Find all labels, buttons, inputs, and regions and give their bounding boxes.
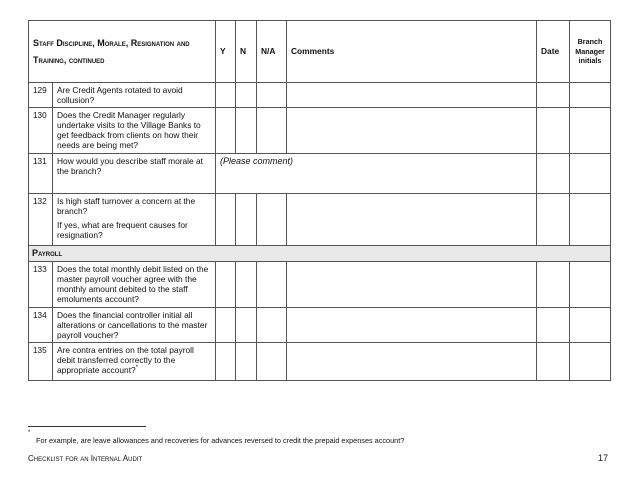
na-cell[interactable] — [257, 83, 287, 108]
no-cell[interactable] — [236, 108, 257, 154]
question-text — [53, 343, 216, 381]
no-cell[interactable] — [236, 83, 257, 108]
question-number: 131 — [29, 154, 53, 194]
initials-cell[interactable] — [570, 261, 611, 307]
table-row — [29, 154, 611, 194]
date-cell[interactable] — [537, 154, 570, 194]
date-cell[interactable] — [537, 343, 570, 381]
payroll-section-heading: Payroll — [29, 246, 611, 262]
initials-cell[interactable] — [570, 154, 611, 194]
table-header-row — [29, 21, 611, 83]
comments-cell[interactable] — [287, 194, 537, 246]
question-text: Does the financial controller initial all alterations or cancellations to the master payroll voucher? — [53, 307, 216, 342]
footnote-reference: * — [135, 365, 139, 372]
question-number: 133 — [29, 261, 53, 307]
question-text: How would you describe staff morale at the branch? — [53, 154, 216, 194]
initials-column-header: Branch Manager initials — [570, 21, 611, 83]
date-cell[interactable] — [537, 261, 570, 307]
initials-cell[interactable] — [570, 194, 611, 246]
question-text: Does the Credit Manager regularly undertake visits to the Village Banks to get feedback from clients on how their needs are being met? — [53, 108, 216, 154]
date-cell[interactable] — [537, 83, 570, 108]
yes-cell[interactable] — [216, 261, 236, 307]
footer-document-title: Checklist for an Internal Audit — [28, 454, 143, 463]
na-cell[interactable] — [257, 261, 287, 307]
yes-cell[interactable] — [216, 83, 236, 108]
question-text: Are Credit Agents rotated to avoid collusion? — [53, 83, 216, 108]
question-number: 132 — [29, 194, 53, 246]
na-cell[interactable] — [257, 343, 287, 381]
no-cell[interactable] — [236, 261, 257, 307]
na-cell[interactable] — [257, 307, 287, 342]
date-column-header: Date — [537, 21, 570, 83]
table-row — [29, 83, 611, 108]
audit-checklist-table — [28, 20, 611, 381]
question-number: 134 — [29, 307, 53, 342]
no-column-header: N — [236, 21, 257, 83]
question-number: 135 — [29, 343, 53, 381]
table-row — [29, 343, 611, 381]
comments-cell[interactable] — [287, 261, 537, 307]
footnote-mark: * — [28, 430, 31, 436]
comments-cell[interactable]: (Please comment) — [216, 154, 537, 194]
question-line: Are contra entries on the total payroll debit transferred correctly to the appropriate account? — [57, 345, 194, 376]
yes-column-header: Y — [216, 21, 236, 83]
yes-cell[interactable] — [216, 194, 236, 246]
na-cell[interactable] — [257, 194, 287, 246]
comments-column-header: Comments — [287, 21, 537, 83]
date-cell[interactable] — [537, 108, 570, 154]
page-number: 17 — [598, 453, 609, 463]
table-row — [29, 261, 611, 307]
footnote-text: For example, are leave allowances and recoveries for advances reversed to credit the prepaid expenses account? — [36, 436, 405, 445]
footnote-divider — [28, 426, 146, 427]
section-heading: Staff Discipline, Morale, Resignation and Training, continued — [29, 21, 216, 83]
comments-cell[interactable] — [287, 108, 537, 154]
yes-cell[interactable] — [216, 307, 236, 342]
comments-cell[interactable] — [287, 307, 537, 342]
na-cell[interactable] — [257, 108, 287, 154]
question-text — [53, 194, 216, 246]
no-cell[interactable] — [236, 194, 257, 246]
table-row — [29, 307, 611, 342]
date-cell[interactable] — [537, 307, 570, 342]
initials-cell[interactable] — [570, 343, 611, 381]
yes-cell[interactable] — [216, 343, 236, 381]
no-cell[interactable] — [236, 307, 257, 342]
payroll-section-row — [29, 246, 611, 262]
question-number: 129 — [29, 83, 53, 108]
initials-cell[interactable] — [570, 108, 611, 154]
comments-cell[interactable] — [287, 83, 537, 108]
yes-cell[interactable] — [216, 108, 236, 154]
initials-cell[interactable] — [570, 307, 611, 342]
date-cell[interactable] — [537, 194, 570, 246]
table-row — [29, 194, 611, 246]
question-text: Does the total monthly debit listed on the master payroll voucher agree with the monthly amount debited to the staff emoluments account? — [53, 261, 216, 307]
na-column-header: N/A — [257, 21, 287, 83]
question-number: 130 — [29, 108, 53, 154]
question-followup: If yes, what are frequent causes for resignation? — [57, 220, 188, 241]
no-cell[interactable] — [236, 343, 257, 381]
question-line: Is high staff turnover a concern at the branch? — [57, 196, 196, 217]
comments-cell[interactable] — [287, 343, 537, 381]
table-row — [29, 108, 611, 154]
initials-cell[interactable] — [570, 83, 611, 108]
